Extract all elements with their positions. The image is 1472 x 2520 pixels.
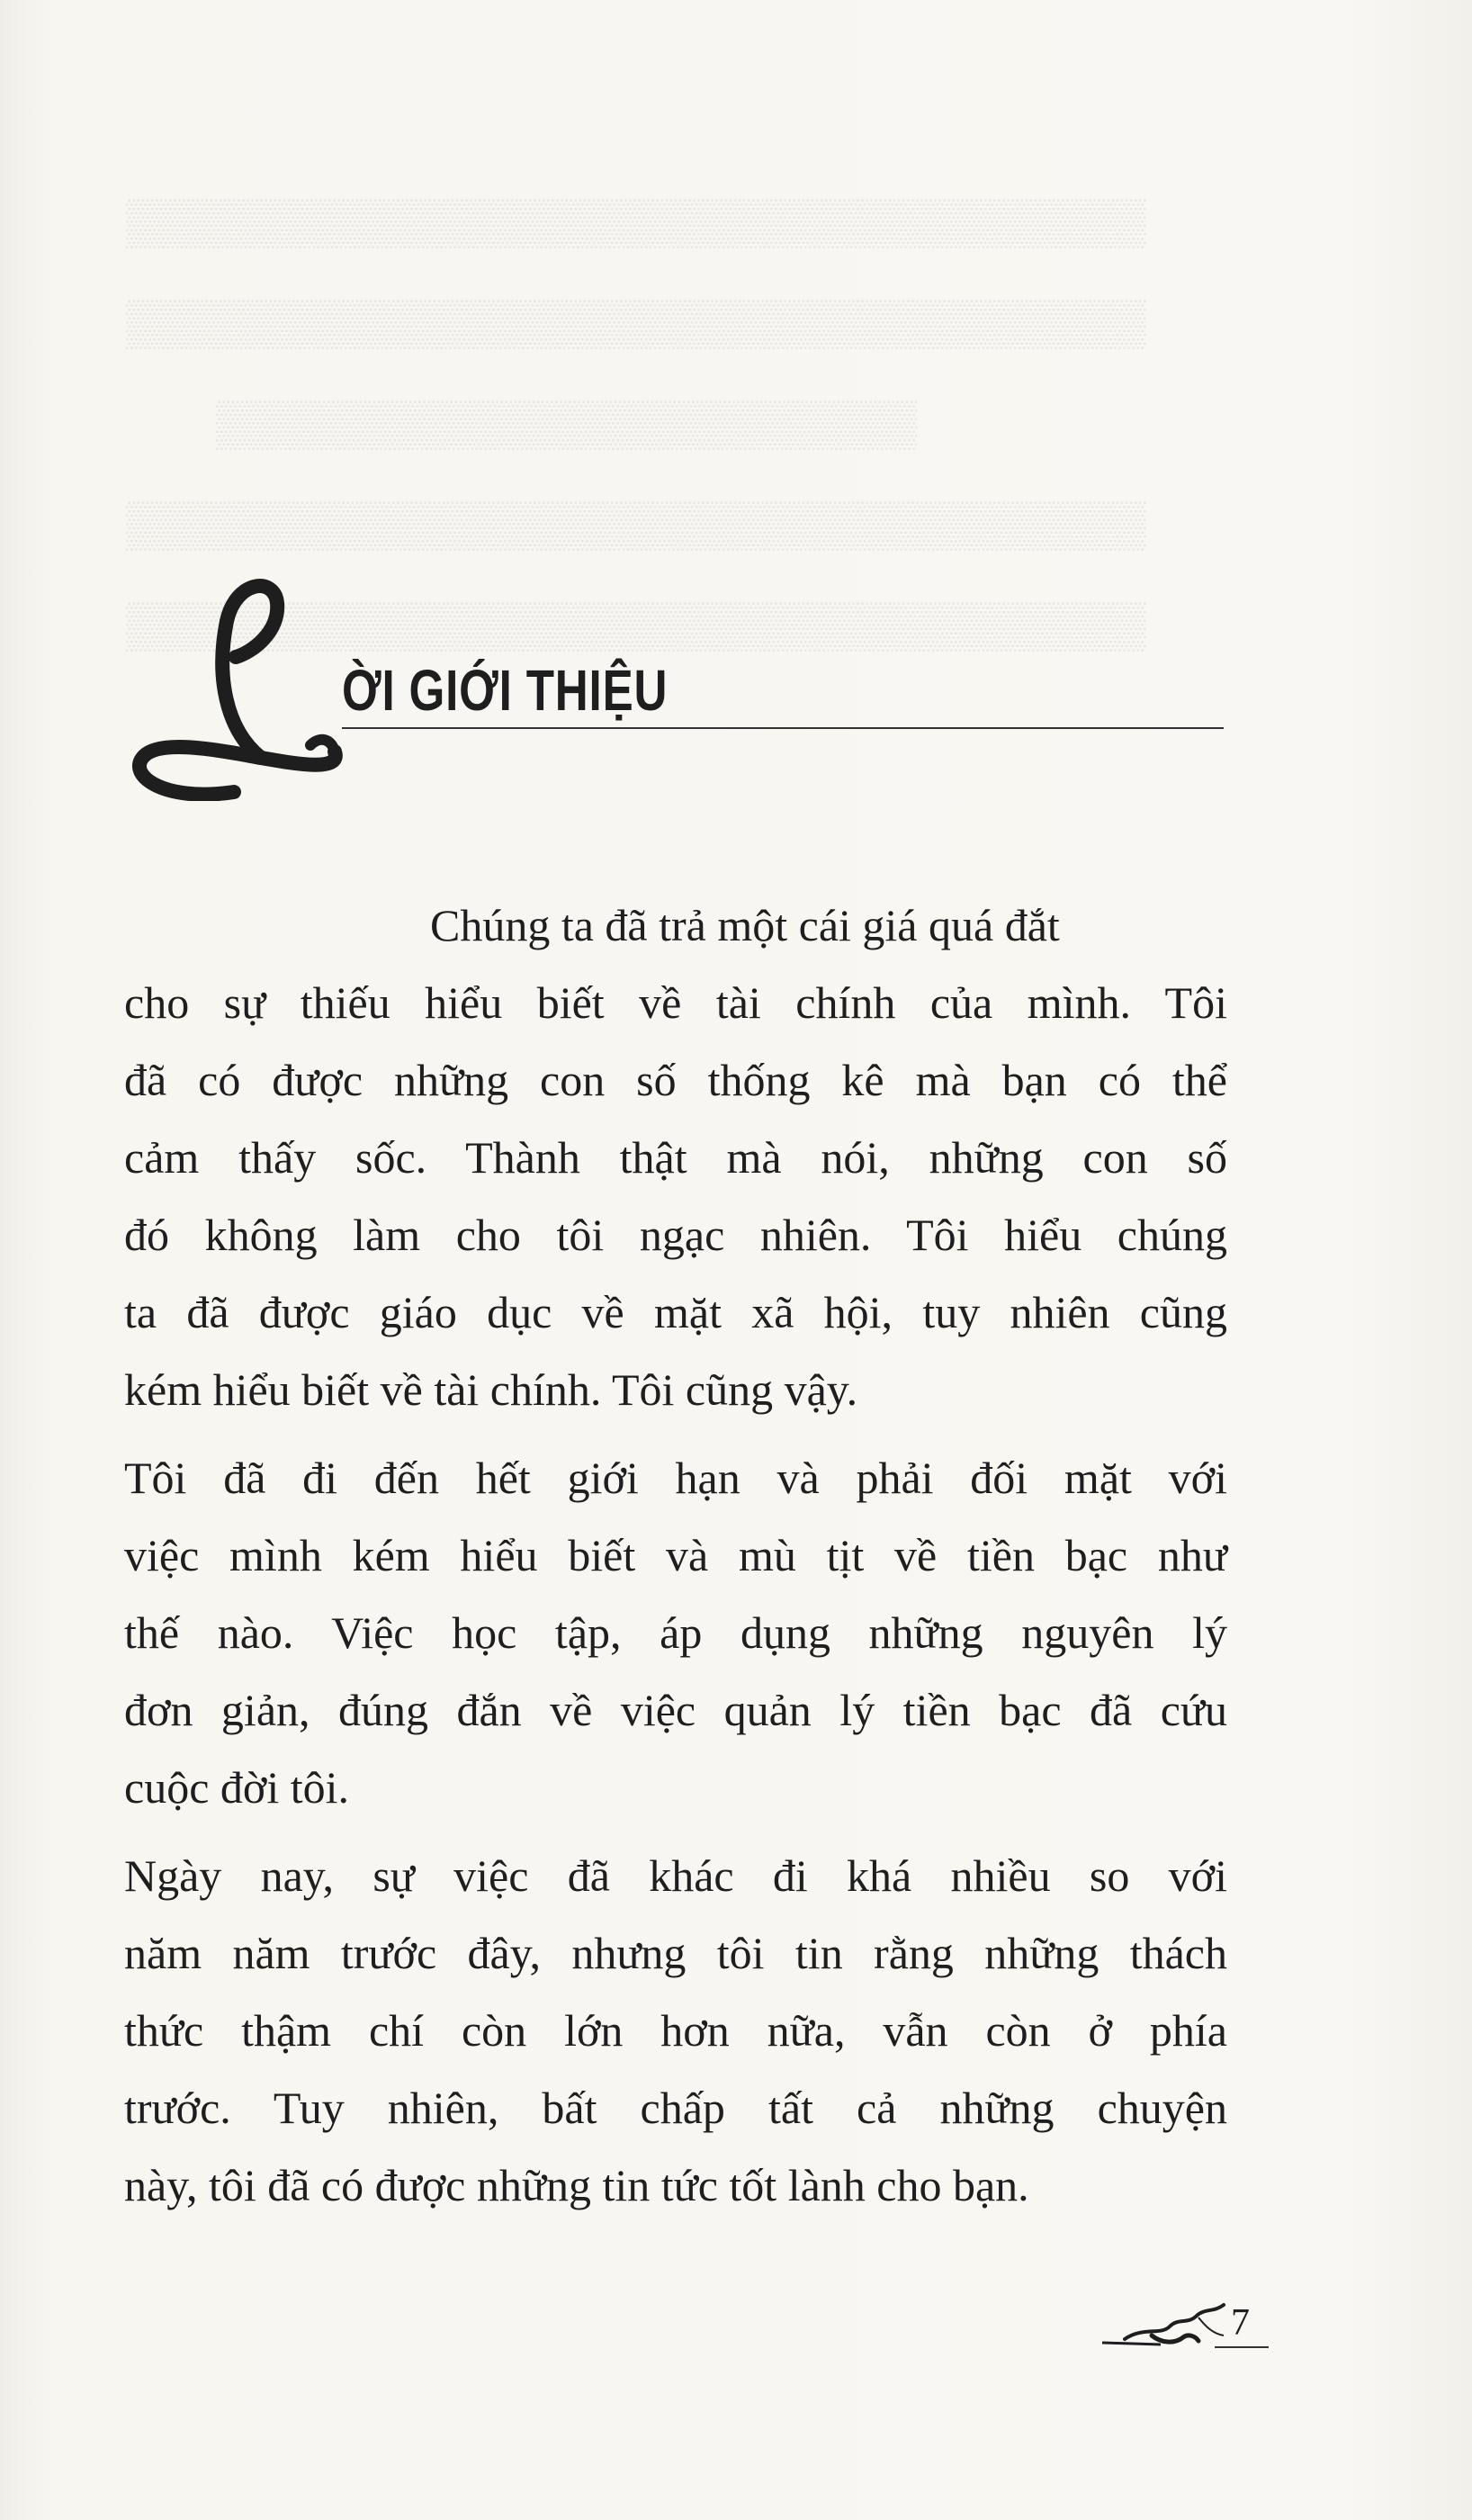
text-line: cho sự thiếu hiểu biết về tài chính của mình. Tôi [124,977,1227,1028]
text-line: Tôi đã đi đến hết giới hạn và phải đối mặt với [124,1453,1227,1503]
heading-underline [342,727,1224,729]
text-line: đó không làm cho tôi ngạc nhiên. Tôi hiểu chúng [124,1210,1227,1260]
text-line: năm năm trước đây, nhưng tôi tin rằng những thách [124,1928,1227,1978]
text-line: này, tôi đã có được những tin tức tốt lành cho bạn. [124,2160,1029,2210]
text-line: thức thậm chí còn lớn hơn nữa, vẫn còn ở phía [124,2005,1227,2056]
text-line: cảm thấy sốc. Thành thật mà nói, những con số [124,1132,1227,1183]
text-line: thế nào. Việc học tập, áp dụng những nguyên lý [124,1607,1227,1658]
text-line: đã có được những con số thống kê mà bạn có thể [124,1055,1227,1105]
page-number: 7 [1231,2302,1250,2344]
paragraph-3 [124,1837,1227,2224]
heading-title: ỜI GIỚI THIỆU [342,658,669,723]
page-footer [1098,2300,1278,2354]
text-line: cuộc đời tôi. [124,1762,349,1813]
text-line: ta đã được giáo dục về mặt xã hội, tuy nhiên cũng [124,1287,1227,1337]
text-line: việc mình kém hiểu biết và mù tịt về tiền bạc như [124,1530,1227,1580]
page-number-underline [1215,2346,1269,2348]
paragraph-2 [124,1439,1227,1826]
text-line: Ngày nay, sự việc đã khác đi khá nhiều so với [124,1850,1227,1901]
show-through-texture: ▒▒▒▒▒▒▒▒▒▒▒▒▒▒▒▒▒▒▒▒▒▒▒▒▒▒▒▒▒▒▒▒ ▒▒▒▒▒▒▒▒▒▒▒▒▒▒▒▒▒▒▒▒▒▒▒▒▒▒▒▒▒▒▒▒ ▒▒▒▒▒▒▒▒▒▒▒▒▒▒▒▒▒▒▒▒▒▒ ▒▒▒▒▒▒▒▒▒▒▒▒▒▒▒▒▒▒▒▒▒▒▒▒▒▒▒▒▒▒▒▒ ▒▒▒▒▒▒▒▒▒▒▒▒▒▒▒▒▒▒▒▒▒▒▒▒▒▒▒▒▒▒▒▒ [126,196,1146,650]
paragraph-1-continued [124,964,1227,1428]
body-text [124,886,1227,2235]
text-line: Chúng ta đã trả một cái giá quá đắt [430,900,1060,950]
chapter-heading [126,567,1224,801]
decorative-script-L-icon [126,567,360,801]
text-line: kém hiểu biết về tài chính. Tôi cũng vậy. [124,1364,858,1415]
text-line: trước. Tuy nhiên, bất chấp tất cả những chuyện [124,2083,1227,2133]
text-line: đơn giản, đúng đắn về việc quản lý tiền bạc đã cứu [124,1685,1227,1735]
paragraph-1 [124,886,1227,964]
quill-flourish-icon [1098,2300,1233,2354]
